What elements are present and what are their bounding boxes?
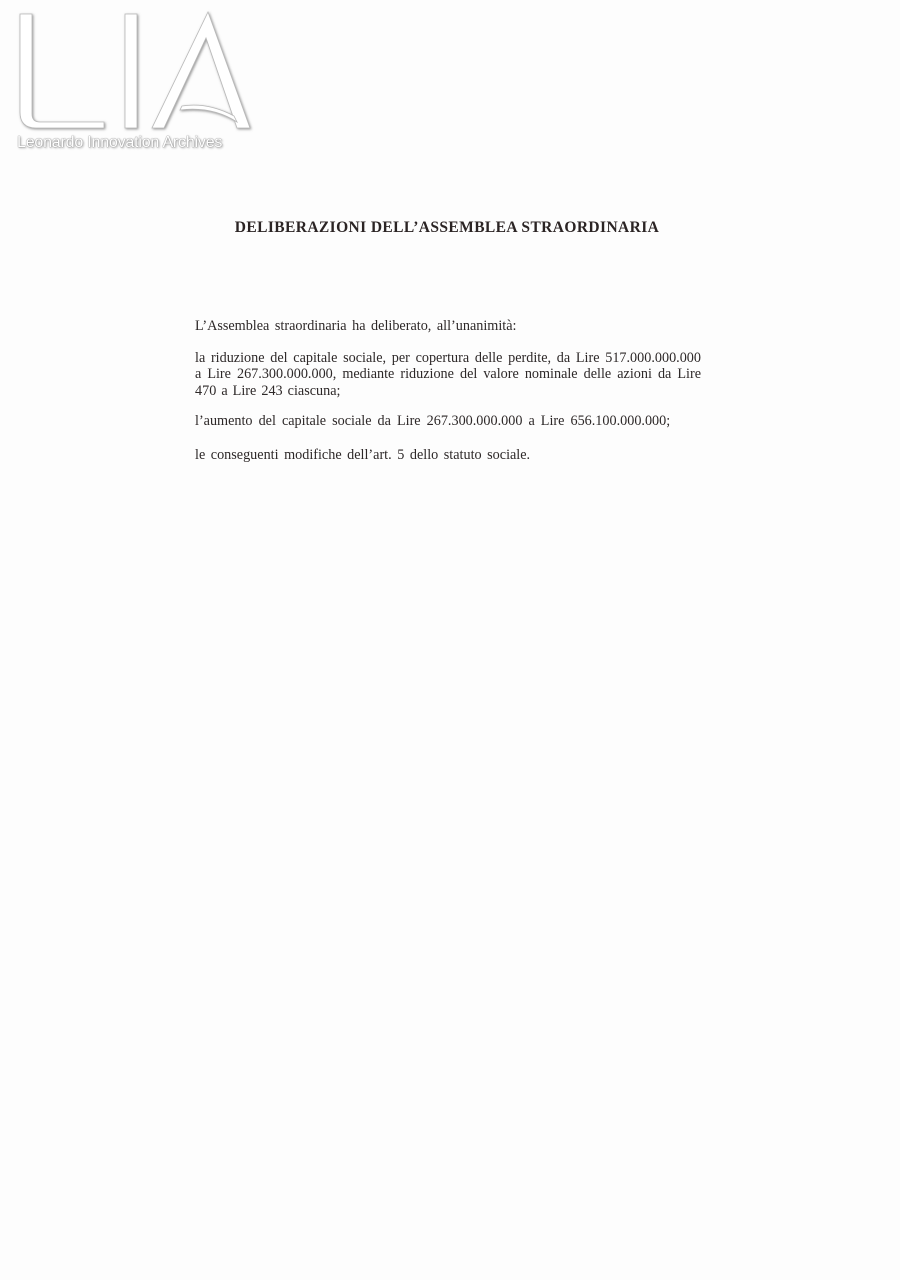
watermark-subtitle: Leonardo Innovation Archives [17,134,223,151]
statute-amendment-paragraph: le conseguenti modifiche dell’art. 5 dello statuto sociale. [195,446,531,463]
capital-reduction-paragraph: la riduzione del capitale sociale, per copertura delle perdite, da Lire 517.000.000.000 a Lire 267.300.000.000, mediante riduzione del valore nominale delle azioni da Lire 470 a Lire 243 ciascuna; [195,349,701,399]
lia-logo [12,10,262,140]
capital-increase-paragraph: l’aumento del capitale sociale da Lire 267.300.000.000 a Lire 656.100.000.000; [195,413,671,429]
archive-watermark [12,10,262,160]
deliberations-body [195,318,701,463]
document-title: DELIBERAZIONI DELL’ASSEMBLEA STRAORDINARIA [234,219,660,236]
intro-paragraph: L’Assemblea straordinaria ha deliberato, all’unanimità: [195,318,517,334]
